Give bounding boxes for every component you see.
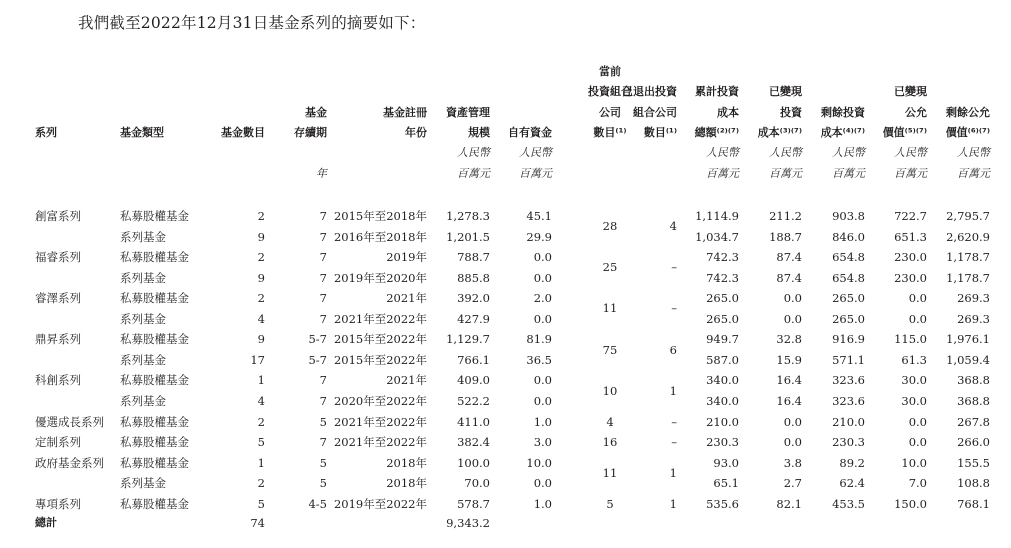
- fund-duration: 7: [319, 435, 327, 450]
- current-portfolio-count: 5: [606, 496, 614, 511]
- fund-duration: 5-7: [308, 352, 327, 367]
- intro-text: 我們截至2022年12月31日基金系列的摘要如下：: [78, 14, 426, 32]
- header-exited-portfolio: 數目⁽¹⁾: [643, 126, 677, 139]
- unit-million: 百萬元: [832, 167, 865, 180]
- fund-type: 系列基金: [120, 229, 166, 244]
- fund-count: 1: [257, 455, 265, 470]
- remaining-fair-value: 1,178.7: [946, 270, 990, 285]
- cumulative-investment-value: 587.0: [706, 352, 739, 367]
- realized-cost-value: 2.7: [783, 476, 802, 491]
- cumulative-investment-value: 340.0: [706, 393, 739, 408]
- exited-portfolio-count: 6: [669, 342, 677, 357]
- remaining-cost-value: 453.5: [832, 496, 865, 511]
- registration-year: 2021年至2022年: [333, 311, 427, 326]
- registration-year: 2016年至2018年: [333, 229, 427, 244]
- header-remaining-cost: 剩餘投資: [821, 105, 865, 119]
- registration-year: 2021年: [386, 373, 427, 388]
- fund-count: 4: [257, 393, 265, 408]
- aum-value: 382.4: [457, 435, 490, 450]
- header-aum: 規模: [468, 126, 490, 139]
- registration-year: 2015年至2022年: [333, 332, 427, 347]
- header-remaining-fair-value: 剩餘公允: [946, 105, 990, 119]
- realized-fair-value: 150.0: [894, 496, 927, 511]
- cumulative-investment-value: 230.3: [706, 435, 739, 450]
- fund-type: 系列基金: [120, 352, 166, 367]
- header-realized-cost: 已變現: [769, 85, 802, 98]
- series-name: 福睿系列: [35, 250, 81, 265]
- cumulative-investment-value: 1,034.7: [695, 229, 739, 244]
- realized-cost-value: 16.4: [776, 393, 802, 408]
- aum-value: 522.2: [457, 393, 490, 408]
- realized-fair-value: 0.0: [908, 311, 927, 326]
- own-funds-value: 1.0: [533, 496, 552, 511]
- series-name: 政府基金系列: [35, 455, 104, 470]
- cumulative-investment-value: 535.6: [706, 496, 739, 511]
- current-portfolio-count: 10: [602, 383, 618, 398]
- own-funds-value: 10.0: [526, 455, 552, 470]
- remaining-cost-value: 62.4: [839, 476, 865, 491]
- fund-count: 5: [257, 496, 265, 511]
- current-portfolio-count: 28: [602, 219, 618, 234]
- header-aum: 資產管理: [446, 105, 490, 119]
- unit-year: 年: [316, 167, 327, 180]
- current-portfolio-count: 75: [602, 342, 618, 357]
- unit-rmb: 人民幣: [457, 146, 490, 159]
- realized-fair-value: 61.3: [901, 352, 927, 367]
- fund-type: 系列基金: [120, 270, 166, 285]
- aum-value: 392.0: [457, 291, 490, 306]
- header-current-portfolio: 數目⁽¹⁾: [593, 126, 627, 139]
- unit-rmb: 人民幣: [706, 146, 739, 159]
- fund-type: 私募股權基金: [120, 291, 189, 306]
- header-duration: 基金: [305, 105, 327, 119]
- header-current-portfolio: 當前: [599, 64, 621, 78]
- own-funds-value: 45.1: [526, 209, 552, 223]
- series-name: 優選成長系列: [35, 414, 104, 429]
- header-exited-portfolio: 已退出投資: [622, 85, 677, 98]
- registration-year: 2019年至2022年: [333, 496, 427, 511]
- realized-cost-value: 0.0: [783, 414, 802, 429]
- realized-fair-value: 651.3: [894, 229, 927, 244]
- aum-value: 578.7: [457, 496, 490, 511]
- realized-cost-value: 87.4: [776, 270, 802, 285]
- realized-cost-value: 87.4: [776, 250, 802, 265]
- exited-portfolio-count: –: [671, 301, 677, 316]
- exited-portfolio-count: –: [671, 435, 677, 450]
- registration-year: 2015年至2022年: [333, 352, 427, 367]
- registration-year: 2015年至2018年: [333, 209, 427, 223]
- aum-value: 100.0: [457, 455, 490, 470]
- realized-fair-value: 115.0: [894, 332, 927, 347]
- remaining-fair-value: 155.5: [957, 455, 990, 470]
- own-funds-value: 1.0: [533, 414, 552, 429]
- fund-count: 1: [257, 373, 265, 388]
- aum-value: 409.0: [457, 373, 490, 388]
- current-portfolio-count: 11: [602, 465, 618, 480]
- header-realized-cost: 投資: [780, 105, 802, 119]
- remaining-fair-value: 108.8: [957, 476, 990, 491]
- aum-value: 427.9: [457, 311, 490, 326]
- aum-value: 885.8: [457, 270, 490, 285]
- realized-cost-value: 15.9: [776, 352, 802, 367]
- header-realized-fair-value: 公允: [905, 105, 927, 119]
- current-portfolio-count: 16: [602, 435, 618, 450]
- realized-fair-value: 0.0: [908, 435, 927, 450]
- own-funds-value: 0.0: [533, 476, 552, 491]
- realized-fair-value: 722.7: [894, 209, 927, 223]
- current-portfolio-count: 11: [602, 301, 618, 316]
- exited-portfolio-count: 4: [669, 219, 677, 234]
- header-fund-count: 基金數目: [221, 126, 265, 139]
- unit-million: 百萬元: [957, 167, 990, 180]
- exited-portfolio-count: 1: [669, 465, 677, 480]
- remaining-fair-value: 368.8: [957, 393, 990, 408]
- registration-year: 2021年至2022年: [333, 435, 427, 450]
- fund-count: 2: [257, 250, 265, 265]
- registration-year: 2018年: [386, 455, 427, 470]
- unit-million: 百萬元: [519, 167, 552, 180]
- remaining-cost-value: 230.3: [832, 435, 865, 450]
- aum-value: 788.7: [457, 250, 490, 265]
- header-duration: 存續期: [294, 126, 327, 139]
- cumulative-investment-value: 93.0: [713, 455, 739, 470]
- remaining-fair-value: 1,059.4: [946, 352, 990, 367]
- own-funds-value: 36.5: [526, 352, 552, 367]
- header-cumulative-investment: 累計投資: [695, 85, 739, 98]
- current-portfolio-count: 25: [602, 260, 618, 275]
- registration-year: 2021年: [386, 291, 427, 306]
- exited-portfolio-count: 1: [669, 383, 677, 398]
- own-funds-value: 0.0: [533, 270, 552, 285]
- remaining-fair-value: 2,795.7: [946, 209, 990, 223]
- realized-fair-value: 0.0: [908, 291, 927, 306]
- header-fund-type: 基金類型: [120, 126, 164, 139]
- remaining-cost-value: 323.6: [832, 393, 865, 408]
- fund-duration: 7: [319, 209, 327, 223]
- header-remaining-fair-value: 價值⁽⁶⁾⁽⁷⁾: [945, 126, 990, 139]
- header-own-funds: 自有資金: [508, 126, 552, 139]
- fund-type: 私募股權基金: [120, 435, 189, 450]
- realized-cost-value: 0.0: [783, 311, 802, 326]
- series-name: 專項系列: [35, 496, 81, 511]
- exited-portfolio-count: –: [671, 260, 677, 275]
- remaining-cost-value: 903.8: [832, 209, 865, 223]
- fund-count: 9: [257, 270, 265, 285]
- fund-type: 私募股權基金: [120, 209, 189, 223]
- fund-duration: 5: [319, 414, 327, 429]
- cumulative-investment-value: 1,114.9: [695, 209, 739, 223]
- realized-cost-value: 82.1: [776, 496, 802, 511]
- header-current-portfolio: 投資組合: [588, 85, 632, 98]
- header-remaining-cost: 成本⁽⁴⁾⁽⁷⁾: [820, 126, 865, 139]
- realized-cost-value: 3.8: [783, 455, 802, 470]
- own-funds-value: 0.0: [533, 250, 552, 265]
- fund-count: 2: [257, 414, 265, 429]
- aum-value: 1,278.3: [446, 209, 490, 223]
- fund-count: 5: [257, 435, 265, 450]
- unit-rmb: 人民幣: [957, 146, 990, 159]
- realized-cost-value: 32.8: [776, 332, 802, 347]
- header-realized-cost: 成本⁽³⁾⁽⁷⁾: [757, 126, 802, 139]
- fund-duration: 7: [319, 373, 327, 388]
- series-name: 鼎昇系列: [35, 332, 81, 347]
- cumulative-investment-value: 65.1: [713, 476, 739, 491]
- fund-type: 私募股權基金: [120, 250, 189, 265]
- aum-value: 1,201.5: [446, 229, 490, 244]
- realized-cost-value: 211.2: [769, 209, 802, 223]
- total-aum: 9,343.2: [446, 516, 490, 531]
- remaining-cost-value: 654.8: [832, 250, 865, 265]
- series-name: 科創系列: [35, 373, 81, 388]
- fund-duration: 7: [319, 250, 327, 265]
- realized-fair-value: 230.0: [894, 250, 927, 265]
- header-series: 系列: [35, 126, 57, 139]
- aum-value: 411.0: [457, 414, 490, 429]
- unit-million: 百萬元: [457, 167, 490, 180]
- unit-rmb: 人民幣: [519, 146, 552, 159]
- cumulative-investment-value: 340.0: [706, 373, 739, 388]
- fund-type: 私募股權基金: [120, 414, 189, 429]
- realized-fair-value: 30.0: [901, 393, 927, 408]
- aum-value: 70.0: [464, 476, 490, 491]
- fund-count: 2: [257, 476, 265, 491]
- fund-type: 系列基金: [120, 393, 166, 408]
- fund-type: 系列基金: [120, 311, 166, 326]
- fund-count: 2: [257, 291, 265, 306]
- fund-duration: 7: [319, 270, 327, 285]
- series-name: 創富系列: [35, 209, 81, 223]
- fund-duration: 5-7: [308, 332, 327, 347]
- realized-fair-value: 230.0: [894, 270, 927, 285]
- exited-portfolio-count: 1: [669, 496, 677, 511]
- remaining-cost-value: 654.8: [832, 270, 865, 285]
- fund-duration: 5: [319, 476, 327, 491]
- fund-count: 9: [257, 229, 265, 244]
- own-funds-value: 0.0: [533, 373, 552, 388]
- own-funds-value: 0.0: [533, 393, 552, 408]
- remaining-cost-value: 210.0: [832, 414, 865, 429]
- exited-portfolio-count: –: [671, 414, 677, 429]
- cumulative-investment-value: 265.0: [706, 311, 739, 326]
- remaining-fair-value: 269.3: [957, 291, 990, 306]
- total-label: 總計: [35, 516, 57, 530]
- unit-million: 百萬元: [894, 167, 927, 180]
- fund-duration: 7: [319, 393, 327, 408]
- remaining-fair-value: 768.1: [957, 496, 990, 511]
- remaining-fair-value: 1,976.1: [946, 332, 990, 347]
- fund-type: 私募股權基金: [120, 373, 189, 388]
- own-funds-value: 29.9: [526, 229, 552, 244]
- realized-cost-value: 0.0: [783, 291, 802, 306]
- fund-count: 9: [257, 332, 265, 347]
- fund-duration: 5: [319, 455, 327, 470]
- remaining-cost-value: 265.0: [832, 291, 865, 306]
- remaining-cost-value: 89.2: [839, 455, 865, 470]
- header-cumulative-investment: 成本: [717, 105, 739, 119]
- header-realized-fair-value: 價值⁽⁵⁾⁽⁷⁾: [882, 126, 927, 139]
- unit-million: 百萬元: [706, 167, 739, 180]
- realized-fair-value: 0.0: [908, 414, 927, 429]
- cumulative-investment-value: 742.3: [706, 270, 739, 285]
- registration-year: 2020年至2022年: [333, 393, 427, 408]
- own-funds-value: 3.0: [533, 435, 552, 450]
- fund-duration: 7: [319, 291, 327, 306]
- cumulative-investment-value: 265.0: [706, 291, 739, 306]
- current-portfolio-count: 4: [606, 414, 614, 429]
- fund-duration: 7: [319, 311, 327, 326]
- fund-count: 17: [250, 352, 265, 367]
- unit-rmb: 人民幣: [769, 146, 802, 159]
- realized-cost-value: 0.0: [783, 435, 802, 450]
- remaining-cost-value: 265.0: [832, 311, 865, 326]
- fund-type: 私募股權基金: [120, 455, 189, 470]
- realized-fair-value: 10.0: [901, 455, 927, 470]
- fund-duration: 4-5: [308, 496, 327, 511]
- unit-rmb: 人民幣: [832, 146, 865, 159]
- header-registration-year: 年份: [405, 126, 427, 139]
- unit-million: 百萬元: [769, 167, 802, 180]
- aum-value: 766.1: [457, 352, 490, 367]
- own-funds-value: 81.9: [526, 332, 552, 347]
- realized-cost-value: 188.7: [769, 229, 802, 244]
- remaining-cost-value: 571.1: [832, 352, 865, 367]
- remaining-fair-value: 1,178.7: [946, 250, 990, 265]
- remaining-fair-value: 267.8: [957, 414, 990, 429]
- fund-type: 私募股權基金: [120, 496, 189, 511]
- fund-type: 私募股權基金: [120, 332, 189, 347]
- realized-fair-value: 7.0: [908, 476, 927, 491]
- remaining-cost-value: 323.6: [832, 373, 865, 388]
- unit-rmb: 人民幣: [894, 146, 927, 159]
- series-name: 定制系列: [35, 435, 81, 450]
- remaining-cost-value: 846.0: [832, 229, 865, 244]
- remaining-fair-value: 368.8: [957, 373, 990, 388]
- header-registration-year: 基金註冊: [383, 105, 427, 119]
- fund-count: 2: [257, 209, 265, 223]
- registration-year: 2019年: [386, 250, 427, 265]
- own-funds-value: 2.0: [533, 291, 552, 306]
- cumulative-investment-value: 210.0: [706, 414, 739, 429]
- realized-fair-value: 30.0: [901, 373, 927, 388]
- header-exited-portfolio: 組合公司: [633, 105, 677, 119]
- header-realized-fair-value: 已變現: [894, 85, 927, 98]
- fund-duration: 7: [319, 229, 327, 244]
- total-fund-count: 74: [250, 516, 265, 531]
- remaining-fair-value: 2,620.9: [946, 229, 990, 244]
- registration-year: 2019年至2020年: [333, 270, 427, 285]
- aum-value: 1,129.7: [446, 332, 490, 347]
- fund-type: 系列基金: [120, 476, 166, 491]
- cumulative-investment-value: 949.7: [706, 332, 739, 347]
- remaining-fair-value: 266.0: [957, 435, 990, 450]
- remaining-cost-value: 916.9: [832, 332, 865, 347]
- header-cumulative-investment: 總額⁽²⁾⁽⁷⁾: [694, 126, 739, 139]
- series-name: 睿澤系列: [35, 291, 81, 306]
- cumulative-investment-value: 742.3: [706, 250, 739, 265]
- own-funds-value: 0.0: [533, 311, 552, 326]
- header-current-portfolio: 公司: [599, 105, 621, 119]
- remaining-fair-value: 269.3: [957, 311, 990, 326]
- fund-count: 4: [257, 311, 265, 326]
- registration-year: 2021年至2022年: [333, 414, 427, 429]
- realized-cost-value: 16.4: [776, 373, 802, 388]
- registration-year: 2018年: [386, 476, 427, 491]
